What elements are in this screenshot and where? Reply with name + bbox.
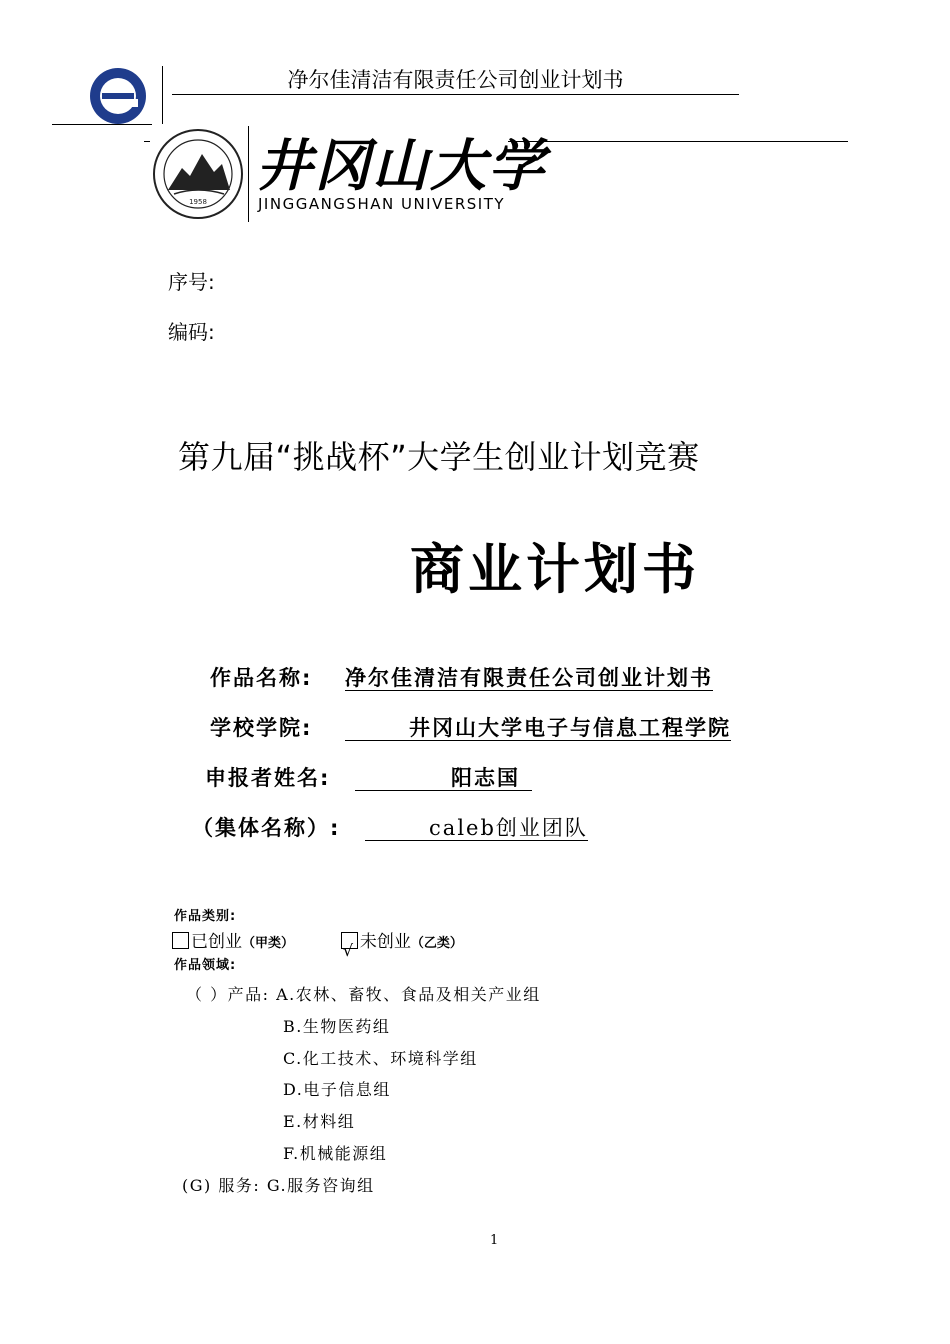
work-name-value: 净尔佳清洁有限责任公司创业计划书 — [345, 665, 714, 690]
domain-item: E.材料组 — [283, 1112, 356, 1131]
started-option-label: 已创业 — [191, 932, 242, 952]
domain-item: B.生物医药组 — [283, 1017, 391, 1036]
service-line: (G) 服务: G.服务咨询组 — [182, 1176, 375, 1195]
contest-title: 第九届“挑战杯”大学生创业计划竞赛 — [178, 438, 700, 476]
category-label: 作品类别: — [174, 909, 237, 924]
univ-right-rule — [508, 141, 848, 142]
header-left-rule — [52, 124, 152, 125]
started-checkbox[interactable] — [172, 932, 189, 949]
school-row — [210, 712, 731, 742]
seal-year: 1958 — [189, 198, 207, 206]
university-name-cn: 井冈山大学 — [256, 133, 546, 199]
work-name-label: 作品名称: — [210, 666, 313, 690]
domain-item: F.机械能源组 — [283, 1144, 388, 1163]
univ-divider — [248, 126, 249, 222]
product-line — [186, 982, 541, 1005]
applicant-row — [205, 762, 532, 792]
document-title: 商业计划书 — [410, 537, 700, 601]
not-started-option-label: 未创业 — [359, 932, 411, 952]
serial-label: 序号: — [168, 270, 215, 294]
code-label: 编码: — [168, 320, 215, 344]
not-started-checkbox[interactable] — [341, 932, 358, 960]
univ-left-rule — [144, 141, 150, 142]
product-prefix: （ ）产品: — [186, 985, 270, 1004]
domain-item: A.农林、畜牧、食品及相关产业组 — [276, 985, 541, 1004]
domain-item: D.电子信息组 — [283, 1080, 391, 1099]
team-row — [192, 812, 588, 842]
school-value: 井冈山大学电子与信息工程学院 — [409, 715, 732, 740]
university-seal-icon — [152, 128, 244, 220]
work-name-row — [210, 662, 713, 692]
applicant-label: 申报者姓名: — [205, 766, 331, 790]
school-label: 学校学院: — [210, 716, 313, 740]
company-logo-icon — [88, 66, 148, 126]
domain-item: C.化工技术、环境科学组 — [283, 1049, 478, 1068]
page-number: 1 — [490, 1233, 499, 1248]
category-options — [172, 927, 463, 960]
started-option-note: （甲类） — [242, 936, 295, 951]
check-mark-icon: √ — [342, 941, 354, 960]
applicant-value: 阳志国 — [451, 765, 521, 790]
university-name-en: JINGGANGSHAN UNIVERSITY — [258, 195, 506, 213]
header-divider — [162, 66, 163, 124]
team-value: caleb创业团队 — [429, 816, 588, 840]
header-title: 净尔佳清洁有限责任公司创业计划书 — [172, 66, 739, 95]
team-label: （集体名称）: — [192, 816, 341, 840]
not-started-option-note: （乙类） — [410, 936, 463, 951]
domain-label: 作品领域: — [174, 958, 237, 973]
